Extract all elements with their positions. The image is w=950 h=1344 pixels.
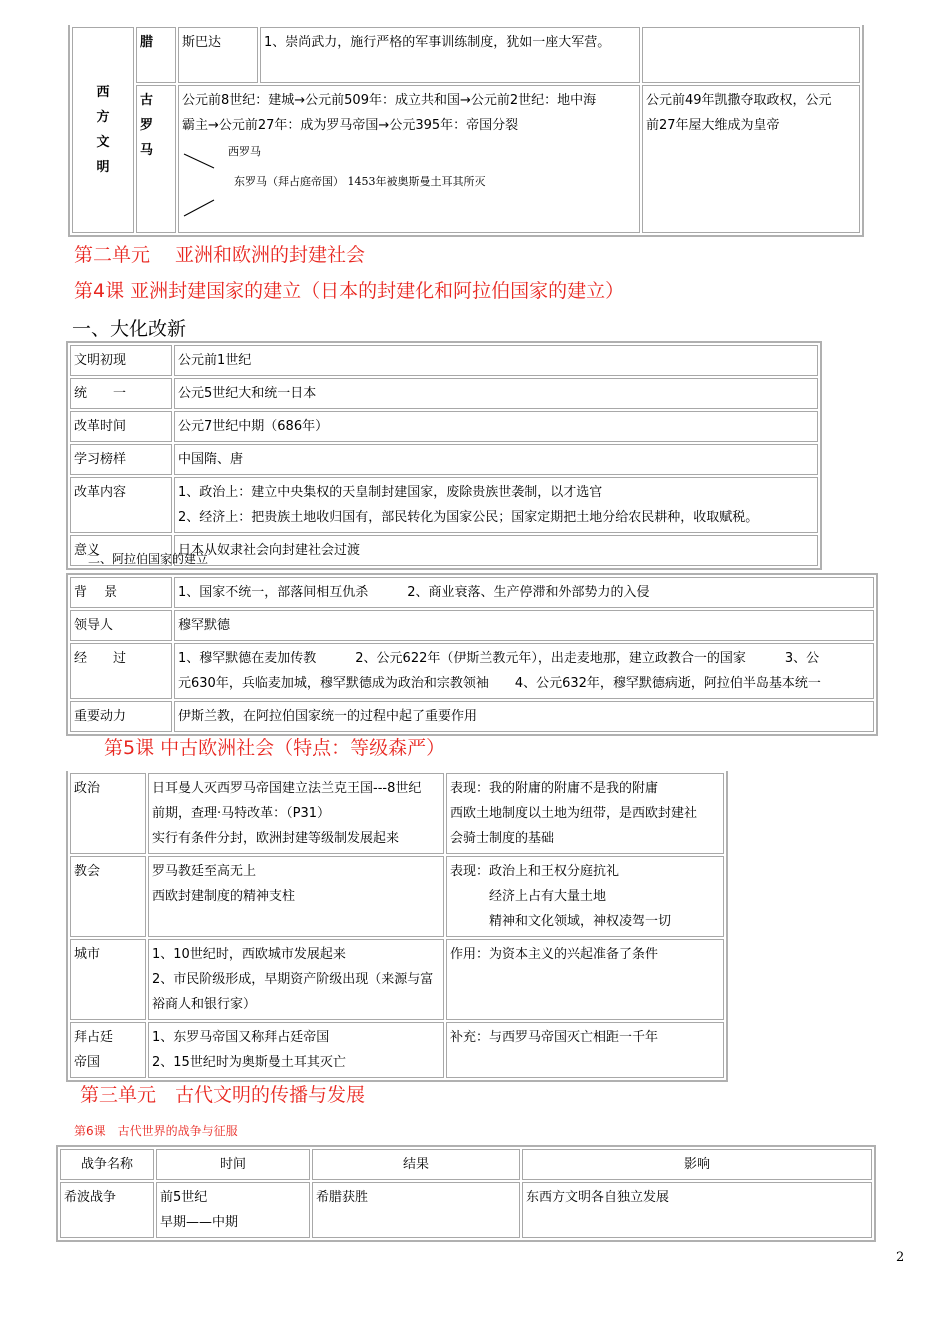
row-key: 意义 [70,535,172,566]
lesson5-title: 第5课 中古欧洲社会（特点：等级森严） [104,737,446,759]
war-time [156,1182,310,1238]
reform-line: 1、政治上：建立中央集权的天皇制封建国家，废除贵族世袭制，以才选官 [178,485,603,500]
war-table [56,1145,876,1242]
east-rome-branch: 东罗马（拜占庭帝国） 1453年被奥斯曼土耳其所灭 [234,175,486,188]
rome-note-line: 公元前49年凯撒夺取政权，公元 [646,93,832,108]
row-key: 领导人 [70,610,172,641]
table-row [70,701,874,732]
row-key [70,1022,146,1078]
note-line: 表现：政治上和王权分庭抗礼 [450,864,620,879]
content-line: 前期，查理·马特改革：（P31） [152,806,331,821]
greece-city: 斯巴达 [178,27,258,83]
row-key: 改革时间 [70,411,172,442]
row-content [148,856,444,937]
row-content [148,773,444,854]
table-row [60,1182,872,1238]
label-char: 方 [96,110,110,125]
western-civilization-label [72,27,134,233]
time-line: 前5世纪 [160,1190,208,1205]
content-line: 裕商人和银行家） [152,997,257,1012]
content-line: 罗马教廷至高无上 [152,864,257,879]
war-impact: 东西方文明各自独立发展 [522,1182,872,1238]
table-row [72,27,860,83]
table-row [70,773,724,854]
row-content [148,939,444,1020]
key-line: 拜占廷 [74,1030,114,1045]
content-line: 2、市民阶级形成，早期资产阶级出现（来源与富 [152,972,434,987]
rome-history [178,85,640,233]
table-row [70,345,818,376]
note-line: 补充：与西罗马帝国灭亡相距一千年 [450,1030,659,1045]
label-char: 文 [96,135,110,150]
row-note [446,773,724,854]
row-key: 统 一 [70,378,172,409]
label-char: 明 [96,160,110,175]
content-line: 2、15世纪时为奥斯曼土耳其灭亡 [152,1055,346,1070]
war-result: 希腊获胜 [312,1182,520,1238]
row-key: 经 过 [70,643,172,699]
table-row [70,856,724,937]
split-line-upper [184,154,214,168]
content-line: 实行有条件分封，欧洲封建等级制发展起来 [152,831,400,846]
lesson6-title: 第6课 古代世界的战争与征服 [74,1124,238,1138]
column-header: 时间 [156,1149,310,1180]
content-line: 1、10世纪时，西欧城市发展起来 [152,947,346,962]
table-row [72,85,860,233]
table-row [70,610,874,641]
row-note [446,1022,724,1078]
unit2-title: 第二单元 亚洲和欧洲的封建社会 [74,244,366,266]
note-line: 西欧土地制度以土地为纽带，是西欧封建社 [450,806,698,821]
key-line: 政治 [74,781,101,796]
table-row [70,577,874,608]
row-key: 改革内容 [70,477,172,533]
time-line: 早期——中期 [160,1215,239,1230]
empty-cell [642,27,860,83]
row-key: 文明初现 [70,345,172,376]
rome-split-diagram [182,138,636,228]
row-value: 公元7世纪中期（686年） [174,411,818,442]
table-header-row [60,1149,872,1180]
row-value: 中国隋、唐 [174,444,818,475]
section2-title: 二、阿拉伯国家的建立 [88,552,209,566]
row-value: 日本从奴隶社会向封建社会过渡 [174,535,818,566]
rome-timeline-line: 霸主→公元前27年：成为罗马帝国→公元395年：帝国分裂 [182,118,519,133]
key-line: 城市 [74,947,101,962]
note-line: 会骑士制度的基础 [450,831,555,846]
section1-title: 一、大化改新 [72,318,187,340]
row-note [446,939,724,1020]
row-key: 背 景 [70,577,172,608]
row-content [148,1022,444,1078]
row-value: 1、国家不统一，部落间相互仇杀 2、商业衰落、生产停滞和外部势力的入侵 [174,577,874,608]
medieval-europe-table [66,771,728,1082]
taika-reform-table [66,341,822,570]
rome-name [136,85,176,233]
content-line: 西欧封建制度的精神支柱 [152,889,296,904]
label-char: 西 [96,85,110,100]
row-value: 公元前1世纪 [174,345,818,376]
arab-state-table [66,573,878,736]
table-row [70,477,818,533]
row-key [70,939,146,1020]
split-line-lower [184,200,214,216]
note-line: 作用：为资本主义的兴起准备了条件 [450,947,659,962]
split-lines [182,138,222,228]
war-name: 希波战争 [60,1182,154,1238]
key-line: 教会 [74,864,101,879]
lesson4-title: 第4课 亚洲封建国家的建立（日本的封建化和阿拉伯国家的建立） [74,280,625,302]
note-line: 精神和文化领域，神权凌驾一切 [450,914,672,929]
row-note [446,856,724,937]
key-line: 帝国 [74,1055,101,1070]
reform-line: 2、经济上：把贵族土地收归国有，部民转化为国家公民；国家定期把土地分给农民耕种，收取赋税。 [178,510,759,525]
column-header: 影响 [522,1149,872,1180]
row-value: 穆罕默德 [174,610,874,641]
rome-notes [642,85,860,233]
note-line: 表现：我的附庸的附庸不是我的附庸 [450,781,659,796]
table-row [70,411,818,442]
table-row [70,378,818,409]
content-line: 日耳曼人灭西罗马帝国建立法兰克王国---8世纪 [152,781,422,796]
unit3-title: 第三单元 古代文明的传播与发展 [80,1084,366,1106]
process-line: 元630年，兵临麦加城，穆罕默德成为政治和宗教领袖 4、公元632年，穆罕默德病逝，阿拉伯半岛基本统一 [178,676,821,691]
row-value [174,477,818,533]
process-line: 1、穆罕默德在麦加传教 2、公元622年（伊斯兰教元年），出走麦地那，建立政教合一的国家 3、公 [178,651,820,666]
row-key [70,856,146,937]
row-value: 伊斯兰教，在阿拉伯国家统一的过程中起了重要作用 [174,701,874,732]
page-number: 2 [896,1250,905,1265]
content-line: 1、东罗马帝国又称拜占廷帝国 [152,1030,330,1045]
greece-name: 腊 [136,27,176,83]
row-key: 学习榜样 [70,444,172,475]
west-rome-branch: 西罗马 [228,145,261,158]
greece-feature: 1、崇尚武力，施行严格的军事训练制度，犹如一座大军营。 [260,27,640,83]
row-key [70,773,146,854]
western-civilization-table [68,25,864,237]
table-row [70,444,818,475]
table-row [70,1022,724,1078]
rome-char: 古 [140,93,154,108]
column-header: 战争名称 [60,1149,154,1180]
column-header: 结果 [312,1149,520,1180]
row-value [174,643,874,699]
rome-timeline-line: 公元前8世纪：建城→公元前509年：成立共和国→公元前2世纪：地中海 [182,93,597,108]
rome-char: 罗 [140,118,154,133]
rome-note-line: 前27年屋大维成为皇帝 [646,118,780,133]
row-value: 公元5世纪大和统一日本 [174,378,818,409]
rome-char: 马 [140,143,154,158]
row-key: 重要动力 [70,701,172,732]
table-row [70,643,874,699]
table-row [70,939,724,1020]
note-line: 经济上占有大量土地 [450,889,607,904]
